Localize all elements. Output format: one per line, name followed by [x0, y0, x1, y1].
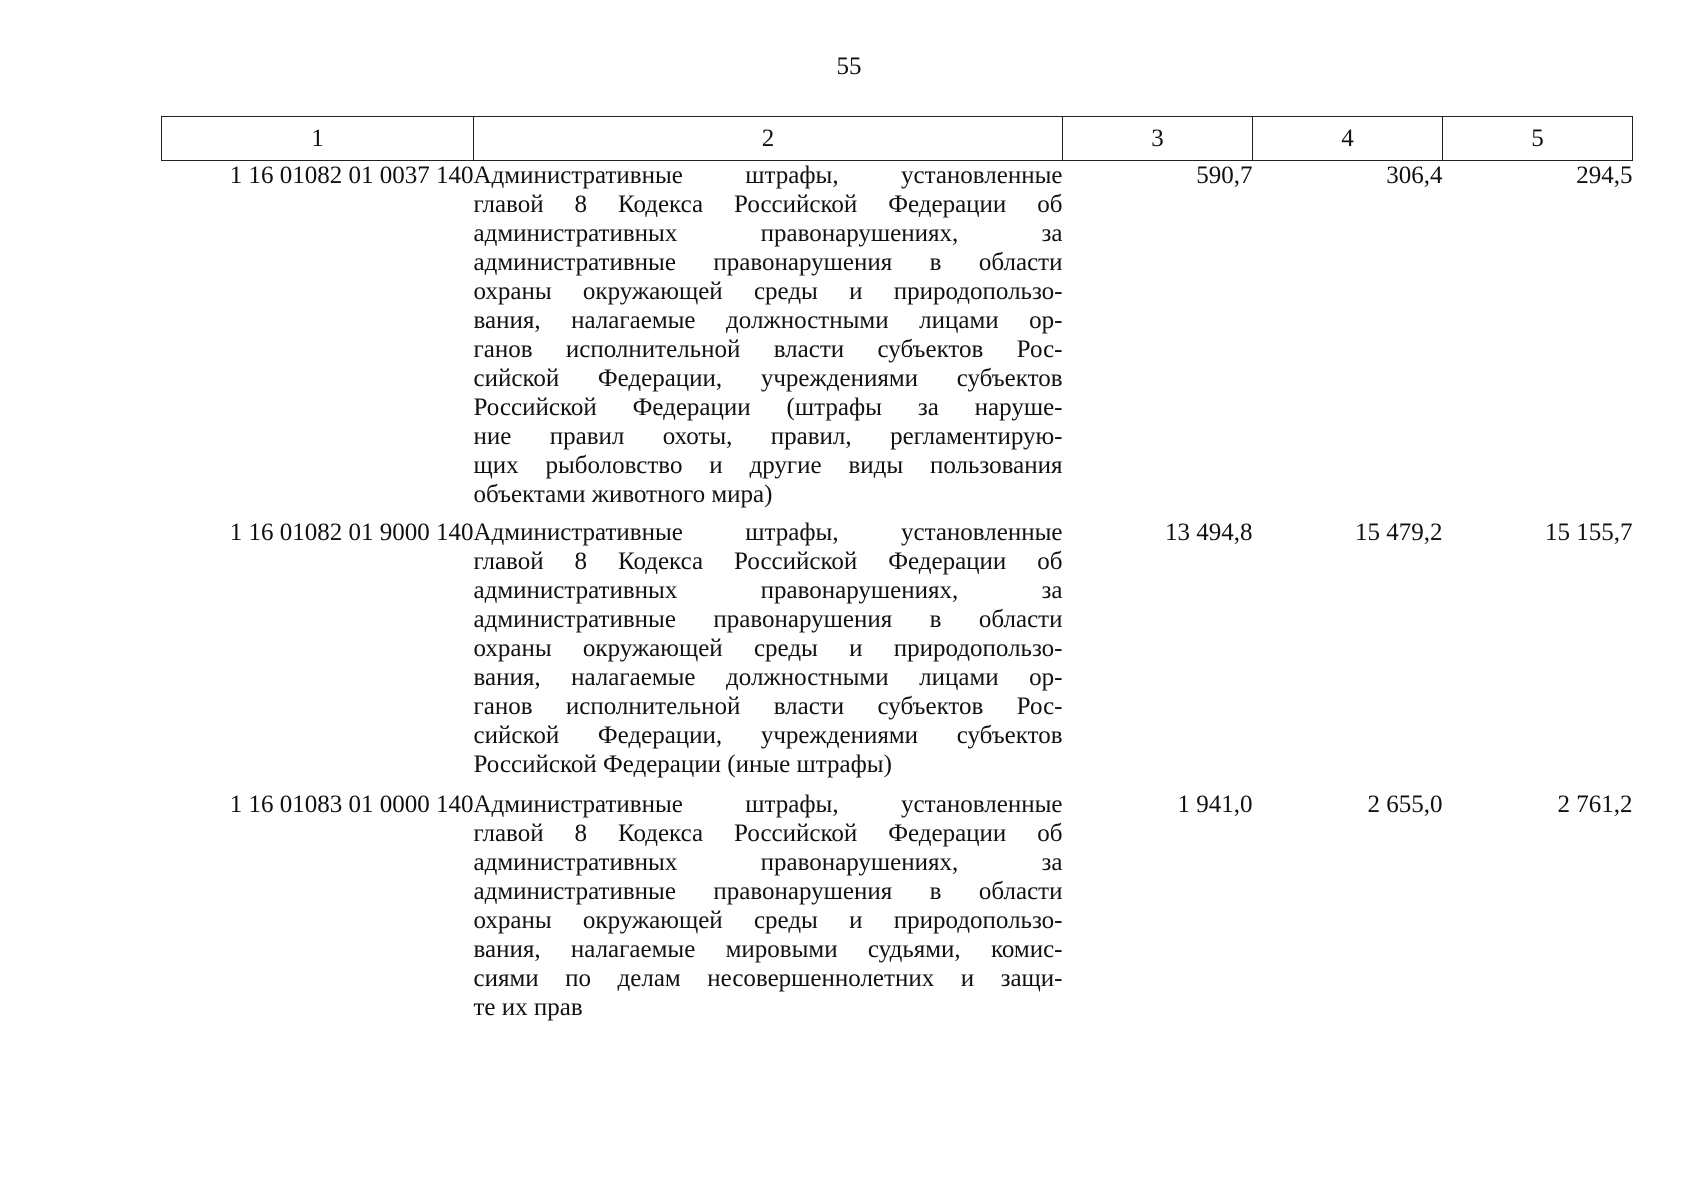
value-col-3: 13 494,8 [1165, 519, 1253, 546]
header-col-3: 3 [1063, 117, 1253, 161]
row-description [474, 161, 1063, 519]
header-col-1: 1 [162, 117, 474, 161]
budget-table [161, 116, 1633, 1022]
description-line: административных правонарушениях, за [473, 577, 1063, 604]
description-line: ганов исполнительной власти субъектов Рос- [473, 336, 1063, 363]
value-col-3: 590,7 [1196, 162, 1253, 189]
table-row [162, 518, 1633, 790]
description-line: охраны окружающей среды и природопользо- [473, 278, 1063, 305]
value-col-5: 15 155,7 [1545, 519, 1633, 546]
description-line: административных правонарушениях, за [473, 220, 1063, 247]
value-col-4: 306,4 [1386, 162, 1443, 189]
description-line: главой 8 Кодекса Российской Федерации об [473, 548, 1063, 575]
description-line: сийской Федерации, учреждениями субъектов [473, 722, 1063, 749]
description-line: административные правонарушения в области [473, 606, 1063, 633]
description-line: вания, налагаемые мировыми судьями, комис- [473, 936, 1063, 963]
description-line: главой 8 Кодекса Российской Федерации об [473, 191, 1063, 218]
description-line: щих рыболовство и другие виды пользования [473, 452, 1063, 479]
description-line: административные правонарушения в области [473, 249, 1063, 276]
row-description [474, 518, 1063, 790]
description-line: Российской Федерации (иные штрафы) [473, 751, 892, 778]
table-header-row [162, 117, 1633, 161]
description-line: Административные штрафы, установленные [473, 519, 1063, 546]
value-col-4: 2 655,0 [1367, 791, 1443, 818]
budget-code: 1 16 01083 01 0000 140 [229, 791, 474, 818]
value-col-5: 2 761,2 [1557, 791, 1633, 818]
description-line: административных правонарушениях, за [473, 849, 1063, 876]
description-line: объектами животного мира) [473, 481, 773, 508]
row-description [474, 790, 1063, 1022]
description-line: охраны окружающей среды и природопользо- [473, 635, 1063, 662]
description-line: Российской Федерации (штрафы за наруше- [473, 394, 1063, 421]
description-line: сийской Федерации, учреждениями субъектов [473, 365, 1063, 392]
header-col-2: 2 [474, 117, 1063, 161]
value-col-4: 15 479,2 [1355, 519, 1443, 546]
description-line: административные правонарушения в области [473, 878, 1063, 905]
description-line: вания, налагаемые должностными лицами ор- [473, 307, 1063, 334]
description-line: охраны окружающей среды и природопользо- [473, 907, 1063, 934]
description-line: главой 8 Кодекса Российской Федерации об [473, 820, 1063, 847]
table-row [162, 790, 1633, 1022]
description-line: те их прав [473, 994, 583, 1021]
description-line: ние правил охоты, правил, регламентирую- [473, 423, 1063, 450]
page-number: 55 [836, 53, 862, 80]
description-line: вания, налагаемые должностными лицами ор- [473, 664, 1063, 691]
value-col-3: 1 941,0 [1177, 791, 1253, 818]
description-line: ганов исполнительной власти субъектов Рос- [473, 693, 1063, 720]
value-col-5: 294,5 [1576, 162, 1633, 189]
table-row [162, 161, 1633, 519]
header-col-5: 5 [1443, 117, 1633, 161]
budget-code: 1 16 01082 01 0037 140 [229, 162, 474, 189]
description-line: Административные штрафы, установленные [473, 162, 1063, 189]
description-line: Административные штрафы, установленные [473, 791, 1063, 818]
header-col-4: 4 [1253, 117, 1443, 161]
description-line: сиями по делам несовершеннолетних и защи- [473, 965, 1063, 992]
budget-code: 1 16 01082 01 9000 140 [229, 519, 474, 546]
